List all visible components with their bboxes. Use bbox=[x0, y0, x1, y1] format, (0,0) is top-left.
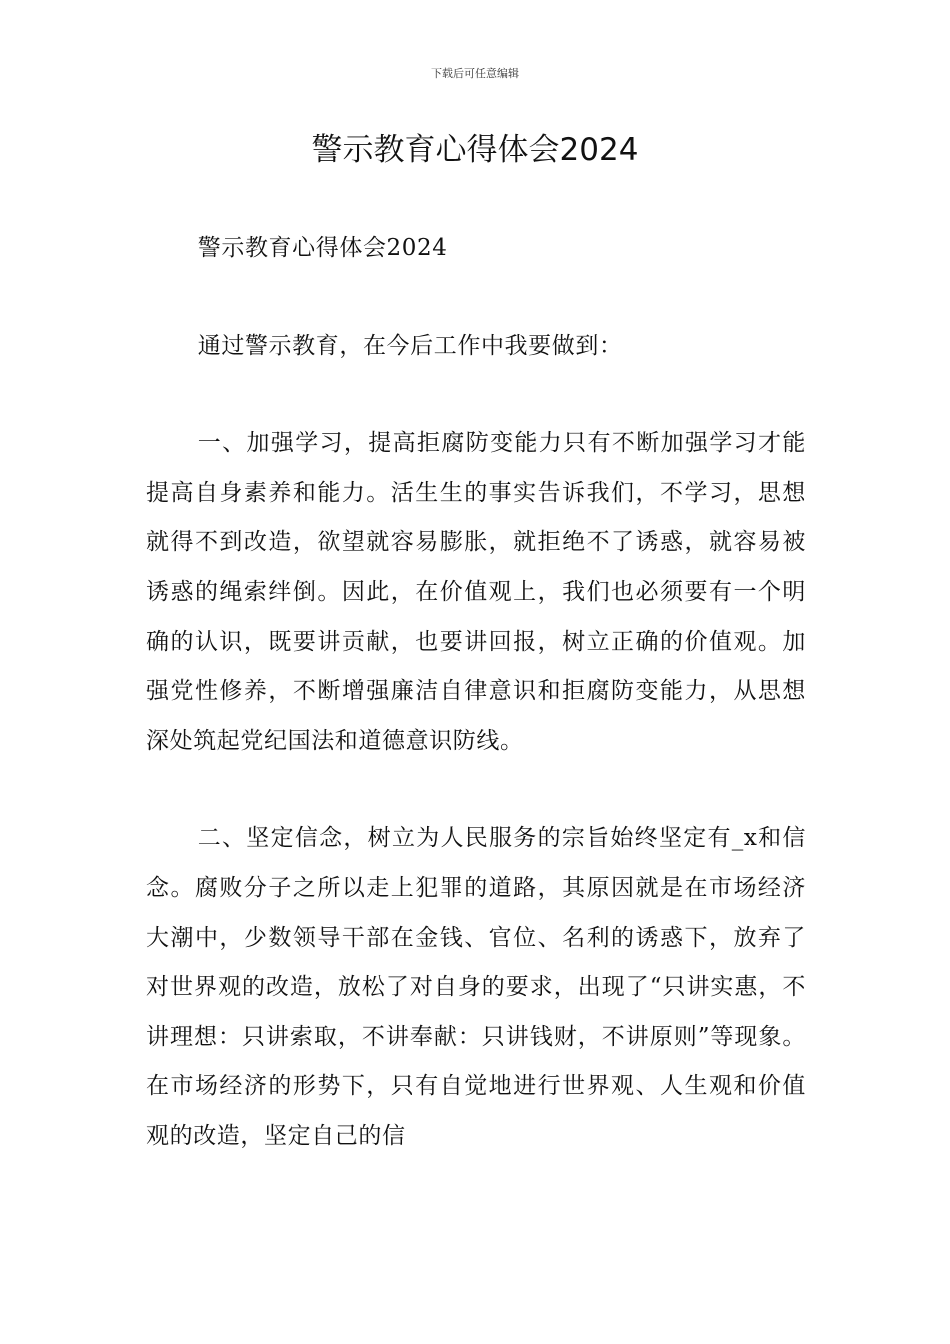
header-note: 下载后可任意编辑 bbox=[431, 67, 519, 80]
body-paragraph-1: 一、加强学习，提高拒腐防变能力只有不断加强学习才能提高自身素养和能力。活生生的事实告诉我们，不学习，思想就得不到改造，欲望就容易膨胀，就拒绝不了诱惑，就容易被诱惑的绳索绊倒。因此，在价值观上，我们也必须要有一个明确的认识，既要讲贡献，也要讲回报，树立正确的价值观。加强党性修养，不断增强廉洁自律意识和拒腐防变能力，从思想深处筑起党纪国法和道德意识防线。 bbox=[146, 430, 806, 754]
document-body bbox=[146, 224, 806, 1210]
intro-paragraph: 通过警示教育，在今后工作中我要做到： bbox=[197, 332, 623, 359]
subtitle-paragraph: 警示教育心得体会2024 bbox=[197, 235, 448, 261]
body-paragraph-2: 二、坚定信念，树立为人民服务的宗旨始终坚定有_x和信念。腐败分子之所以走上犯罪的道路，其原因就是在市场经济大潮中，少数领导干部在金钱、官位、名利的诱惑下，放弃了对世界观的改造，放松了对自身的要求，出现了“只讲实惠，不讲理想：只讲索取，不讲奉献：只讲钱财，不讲原则”等现象。在市场经济的形势下，只有自觉地进行世界观、人生观和价值观的改造，坚定自己的信 bbox=[146, 825, 806, 1149]
document-title: 警示教育心得体会2024 bbox=[311, 132, 639, 168]
